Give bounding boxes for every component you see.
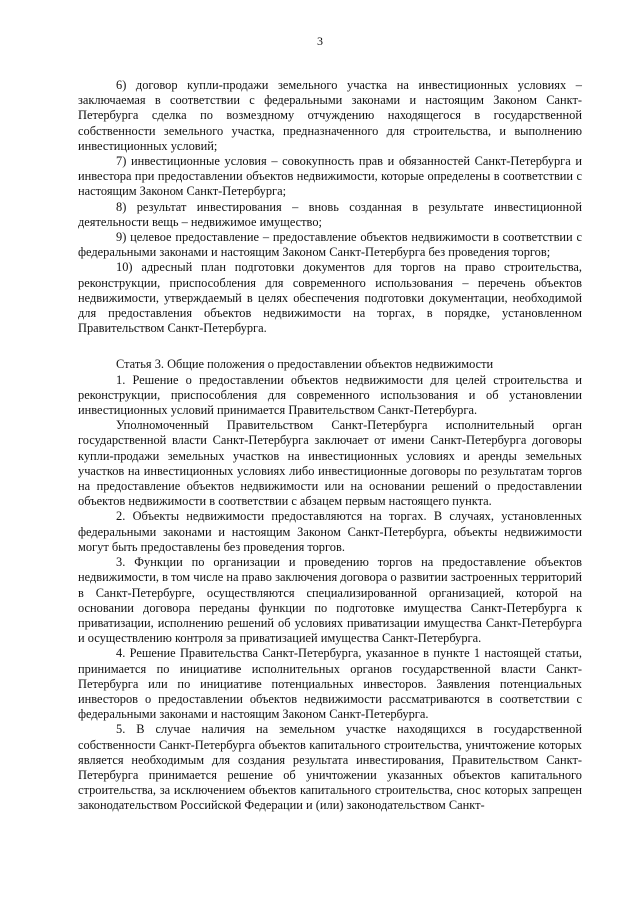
article-paragraph-4: 4. Решение Правительства Санкт-Петербурга, указанное в пункте 1 настоящей статьи, принимается по инициативе исполнительных органов государственной власти Санкт-Петербурга или по инициативе потенциальных инвесторов. Заявления потенциальных инвесторов о предоставлении объектов недвижимости рассматриваются в соответствии с федеральными законами и настоящим Законом Санкт-Петербурга. xyxy=(78,646,582,722)
article-heading: Статья 3. Общие положения о предоставлении объектов недвижимости xyxy=(116,357,494,372)
article-paragraph-3: 3. Функции по организации и проведению торгов на предоставление объектов недвижимости, в том числе на право заключения договора о развитии застроенных территорий в Санкт-Петербурге, осуществляются специализированной организацией, которой на основании договора переданы функции по подготовке имущества Санкт-Петербурга к приватизации, исполнению решений об условиях приватизации имущества Санкт-Петербурга и осуществлению контроля за приватизацией имущества Санкт-Петербурга. xyxy=(78,555,582,646)
article-paragraph-5: 5. В случае наличия на земельном участке находящихся в государственной собственности Санкт-Петербурга объектов капитального строительства, уничтожение которых является необходимым для создания результата инвестирования, Правительством Санкт-Петербурга принимается решение об уничтожении указанных объектов капитального строительства, за исключением объектов капитального строительства, снос которых запрещен законодательством Российской Федерации и (или) законодательством Санкт- xyxy=(78,722,582,813)
definition-item-7: 7) инвестиционные условия – совокупность прав и обязанностей Санкт-Петербурга и инвестора при предоставлении объектов недвижимости, которые определены в соответствии с настоящим Законом Санкт-Петербурга; xyxy=(78,154,582,199)
page-number: 3 xyxy=(317,34,323,48)
definition-item-6: 6) договор купли-продажи земельного участка на инвестиционных условиях – заключаемая в соответствии с федеральными законами и настоящим Законом Санкт-Петербурга сделка по возмездному отчуждению находящегося в государственной собственности земельного участка, предназначенного для строительства, и выполнению инвестиционных условий; xyxy=(78,78,582,153)
definition-item-9: 9) целевое предоставление – предоставление объектов недвижимости в соответствии с федеральными законами и настоящим Законом Санкт-Петербурга без проведения торгов; xyxy=(78,230,582,260)
document-body xyxy=(78,78,582,814)
article-paragraph-2: 2. Объекты недвижимости предоставляются на торгах. В случаях, установленных федеральными законами и настоящим Законом Санкт-Петербурга, объекты недвижимости могут быть предоставлены без проведения торгов. xyxy=(78,509,582,554)
definition-item-8: 8) результат инвестирования – вновь созданная в результате инвестиционной деятельности вещь – недвижимое имущество; xyxy=(78,199,582,229)
definition-item-10: 10) адресный план подготовки документов для торгов на право строительства, реконструкции, приспособления для современного использования – перечень объектов недвижимости, утверждаемый в целях обеспечения подготовки документации, необходимой для предоставления объектов недвижимости на торгах, в порядке, установленном Правительством Санкт-Петербурга. xyxy=(78,260,582,336)
article-paragraph-1-continued: Уполномоченный Правительством Санкт-Петербурга исполнительный орган государственной власти Санкт-Петербурга заключает от имени Санкт-Петербурга договоры купли-продажи земельных участков на инвестиционных условиях и аренды земельных участков на инвестиционных условиях либо инвестиционные договоры по результатам торгов на предоставление объектов недвижимости или на основании решений о предоставлении объектов недвижимости в соответствии с абзацем первым настоящего пункта. xyxy=(78,418,582,509)
article-paragraph-1: 1. Решение о предоставлении объектов недвижимости для целей строительства и реконструкции, приспособления для современного использования и об установлении инвестиционных условий принимается Правительством Санкт-Петербурга. xyxy=(78,372,582,418)
